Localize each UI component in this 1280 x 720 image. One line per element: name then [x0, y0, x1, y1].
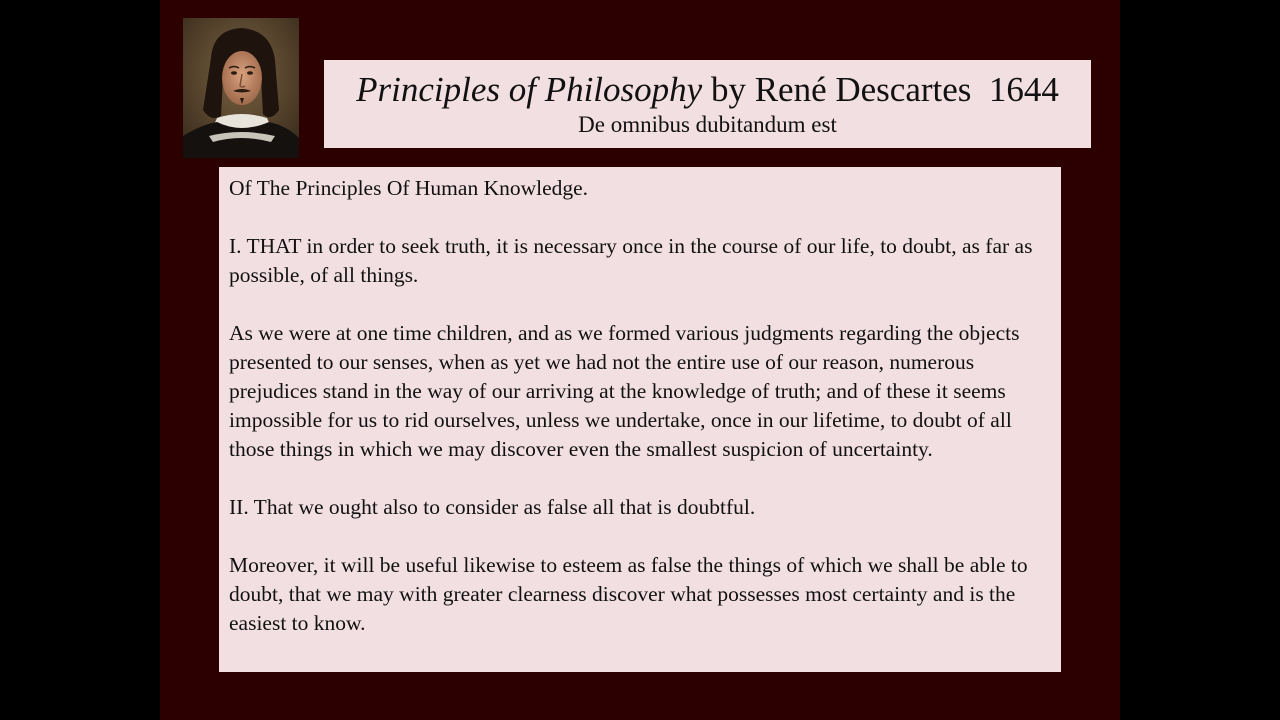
- title-author-year: by René Descartes 1644: [702, 70, 1059, 109]
- latin-motto: De omnibus dubitandum est: [578, 112, 837, 137]
- descartes-portrait-image: [183, 18, 299, 158]
- text-panel: [219, 167, 1061, 672]
- title-panel: [324, 60, 1091, 148]
- portrait-illustration: [183, 18, 299, 158]
- paragraph: Moreover, it will be useful likewise to esteem as false the things of which we shall be able to doubt, that we may with greater clearness discover what possesses most certainty and is the easiest to know.: [229, 553, 1028, 635]
- paragraph: II. That we ought also to consider as false all that is doubtful.: [229, 495, 756, 519]
- paragraph: As we were at one time children, and as we formed various judgments regarding the objects presented to our senses, when as yet we had not the entire use of our reason, numerous prejudices stand in the way of our arriving at the knowledge of truth; and of these it seems impossible for us to rid ourselves, unless we undertake, once in our lifetime, to doubt of all those things in which we may discover even the smallest suspicion of uncertainty.: [229, 321, 1020, 461]
- paragraph: I. THAT in order to seek truth, it is necessary once in the course of our life, to doubt, as far as possible, of all things.: [229, 234, 1033, 287]
- slide-title: [324, 70, 1091, 110]
- book-title: Principles of Philosophy: [356, 70, 703, 109]
- section-heading: Of The Principles Of Human Knowledge.: [229, 176, 589, 200]
